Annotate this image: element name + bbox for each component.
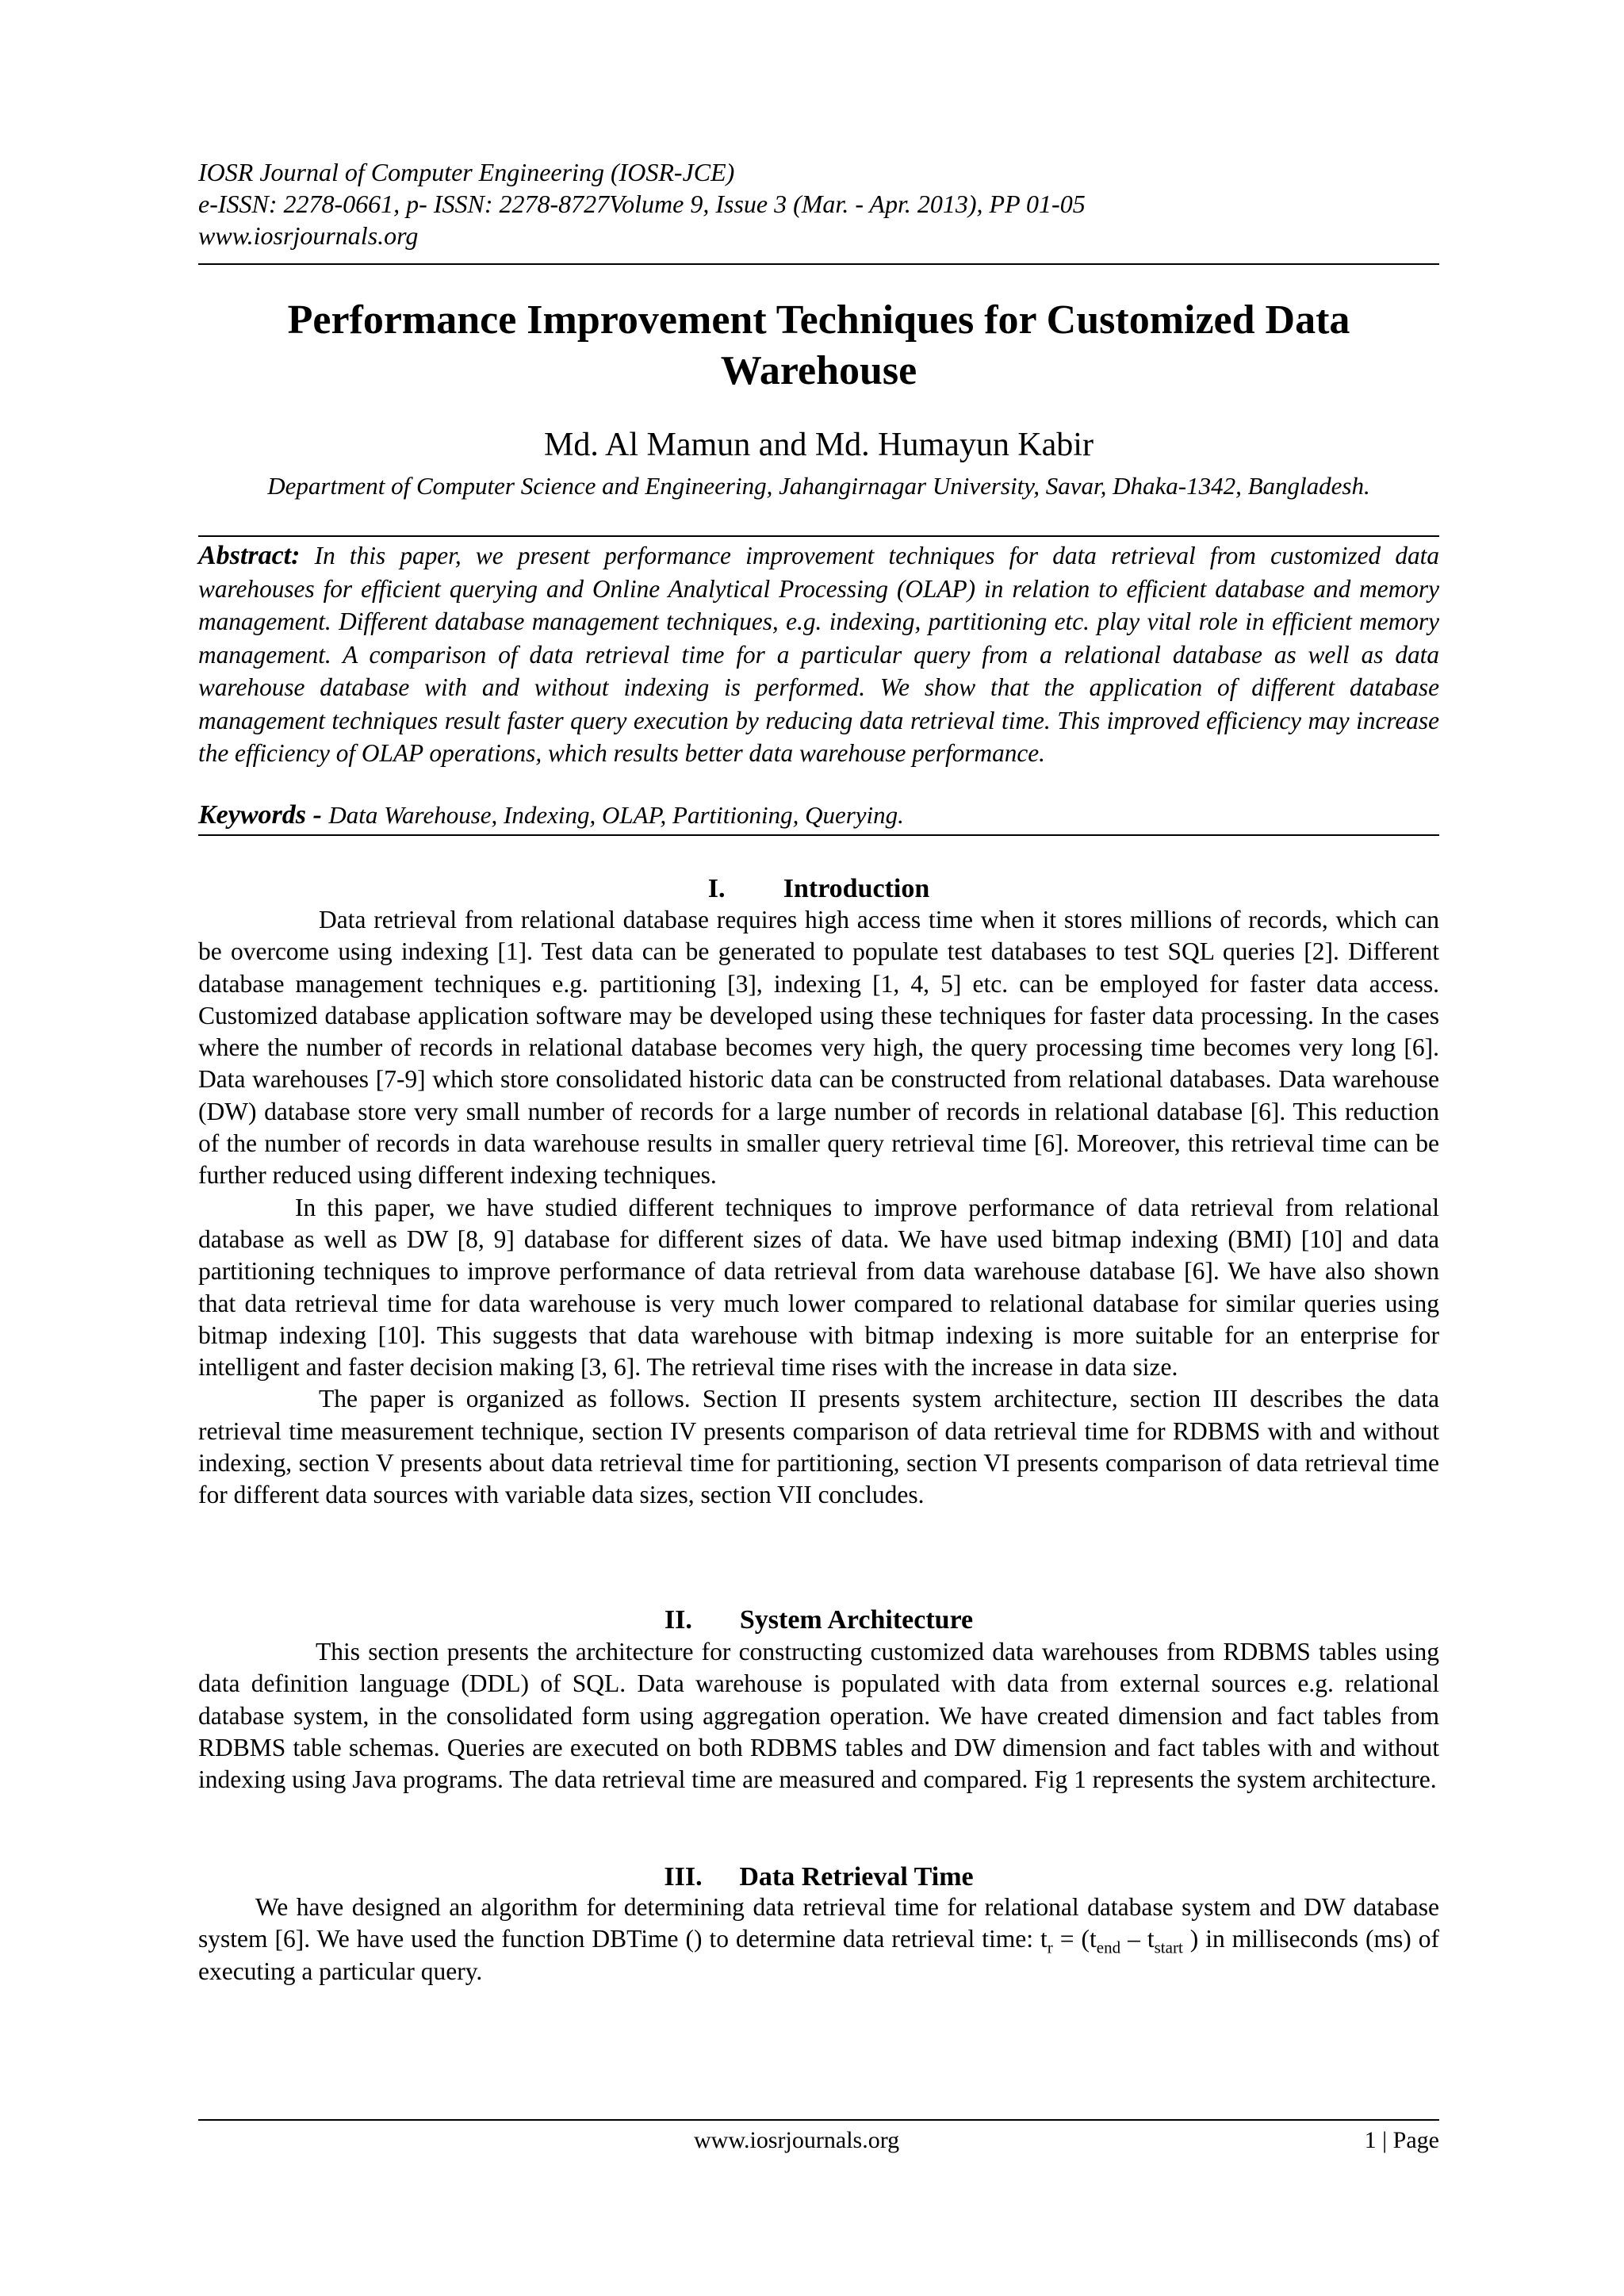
abstract-top-rule [198, 535, 1439, 537]
section-title: System Architecture [739, 1605, 974, 1635]
journal-header [198, 156, 1439, 251]
section-number: II. [664, 1605, 692, 1635]
abstract [198, 539, 1439, 770]
paragraph: This section presents the architecture for constructing customized data warehouses from RDBMS tables using data definition language (DDL) of SQL. Data warehouse is populated with data from external sources e.g. relational database system, in the consolidated form using aggregation operation. We have created dimension and fact tables from RDBMS table schemas. Queries are executed on both RDBMS tables and DW dimension and fact tables with and without indexing using Java programs. The data retrieval time are measured and compared. Fig 1 represents the system architecture. [198, 1638, 1439, 1794]
footer-rule [198, 2119, 1439, 2121]
keywords-bottom-rule [198, 834, 1439, 836]
subscript: start [1154, 1938, 1183, 1957]
text-run: We have designed an algorithm for determining data retrieval time for relational database system and DW database system [6]. We have used the function DBTime () to determine data retrieval time: t [198, 1893, 1439, 1953]
text-run: = (t [1052, 1925, 1097, 1953]
author-affiliation: Department of Computer Science and Engineering, Jahangirnagar University, Savar, Dhaka-1342, Bangladesh. [267, 472, 1370, 500]
journal-issn: e-ISSN: 2278-0661, p- ISSN: 2278-8727Volume 9, Issue 3 (Mar. - Apr. 2013), PP 01-05 [198, 190, 1086, 218]
section-number: I. [707, 874, 726, 903]
introduction-body [198, 904, 1439, 1512]
paper-title: Performance Improvement Techniques for Customized Data Warehouse [287, 297, 1350, 393]
paragraph: Data retrieval from relational database requires high access time when it stores millions of records, which can be overcome using indexing [1]. Test data can be generated to populate test databases to test SQL queries [2]. Different database management techniques e.g. partitioning [3], indexing [1, 4, 5] etc. can be employed for faster data access. Customized database application software may be developed using these techniques for faster data processing. In the cases where the number of records in relational database becomes very high, the query processing time becomes very long [6]. Data warehouses [7-9] which store consolidated historic data can be constructed from relational databases. Data warehouse (DW) database store very small number of records for a large number of records in relational database [6]. This reduction of the number of records in data warehouse results in smaller query retrieval time [6]. Moreover, this retrieval time can be further reduced using different indexing techniques. [198, 906, 1439, 1190]
subscript: r [1047, 1938, 1053, 1957]
text-run: – t [1120, 1925, 1155, 1953]
journal-name: IOSR Journal of Computer Engineering (IOSR-JCE) [198, 158, 735, 186]
system-architecture-body [198, 1636, 1439, 1796]
section-heading-data-retrieval-time [198, 1861, 1439, 1894]
subscript: end [1096, 1938, 1121, 1957]
section-heading-introduction [198, 872, 1439, 906]
paragraph: The paper is organized as follows. Section II presents system architecture, section III describes the data retrieval time measurement technique, section IV presents comparison of data retrieval time for RDBMS with and without indexing, section V presents about data retrieval time for partitioning, section VI presents comparison of data retrieval time for different data sources with variable data sizes, section VII concludes. [198, 1385, 1439, 1509]
section-title: Data Retrieval Time [739, 1862, 974, 1892]
page-number: 1 | Page [1364, 2127, 1439, 2153]
keywords-text: Data Warehouse, Indexing, OLAP, Partitioning, Querying. [328, 801, 904, 829]
paragraph: In this paper, we have studied different techniques to improve performance of data retrieval from relational database as well as DW [8, 9] database for different sizes of data. We have used bitmap indexing (BMI) [10] and data partitioning techniques to improve performance of data retrieval from data warehouse database [6]. We have also shown that data retrieval time for data warehouse is very much lower compared to relational database for similar queries using bitmap indexing [10]. This suggests that data warehouse with bitmap indexing is more suitable for an enterprise for intelligent and faster decision making [3, 6]. The retrieval time rises with the increase in data size. [198, 1193, 1439, 1382]
keywords-label: Keywords - [198, 800, 329, 830]
section-title: Introduction [783, 874, 930, 903]
section-number: III. [664, 1862, 703, 1892]
journal-website: www.iosrjournals.org [198, 221, 419, 250]
text-run: ) in milliseconds (ms) of executing a particular query. [198, 1925, 1439, 1985]
abstract-label: Abstract: [198, 541, 301, 570]
footer-website: www.iosrjournals.org [694, 2127, 900, 2153]
data-retrieval-time-body [198, 1892, 1439, 1987]
header-rule [198, 263, 1439, 265]
abstract-text: In this paper, we present performance improvement techniques for data retrieval from customized data warehouses for efficient querying and Online Analytical Processing (OLAP) in relation to efficient database and memory management. Different database management techniques, e.g. indexing, partitioning etc. play vital role in efficient memory management. A comparison of data retrieval time for a particular query from a relational database as well as data warehouse database with and without indexing is performed. We show that the application of different database management techniques result faster query execution by reducing data retrieval time. This improved efficiency may increase the efficiency of OLAP operations, which results better data warehouse performance. [198, 542, 1439, 767]
paper-authors: Md. Al Mamun and Md. Humayun Kabir [544, 427, 1094, 463]
section-heading-system-architecture [198, 1604, 1439, 1637]
paragraph [198, 1892, 1439, 1987]
keywords [198, 799, 1439, 831]
